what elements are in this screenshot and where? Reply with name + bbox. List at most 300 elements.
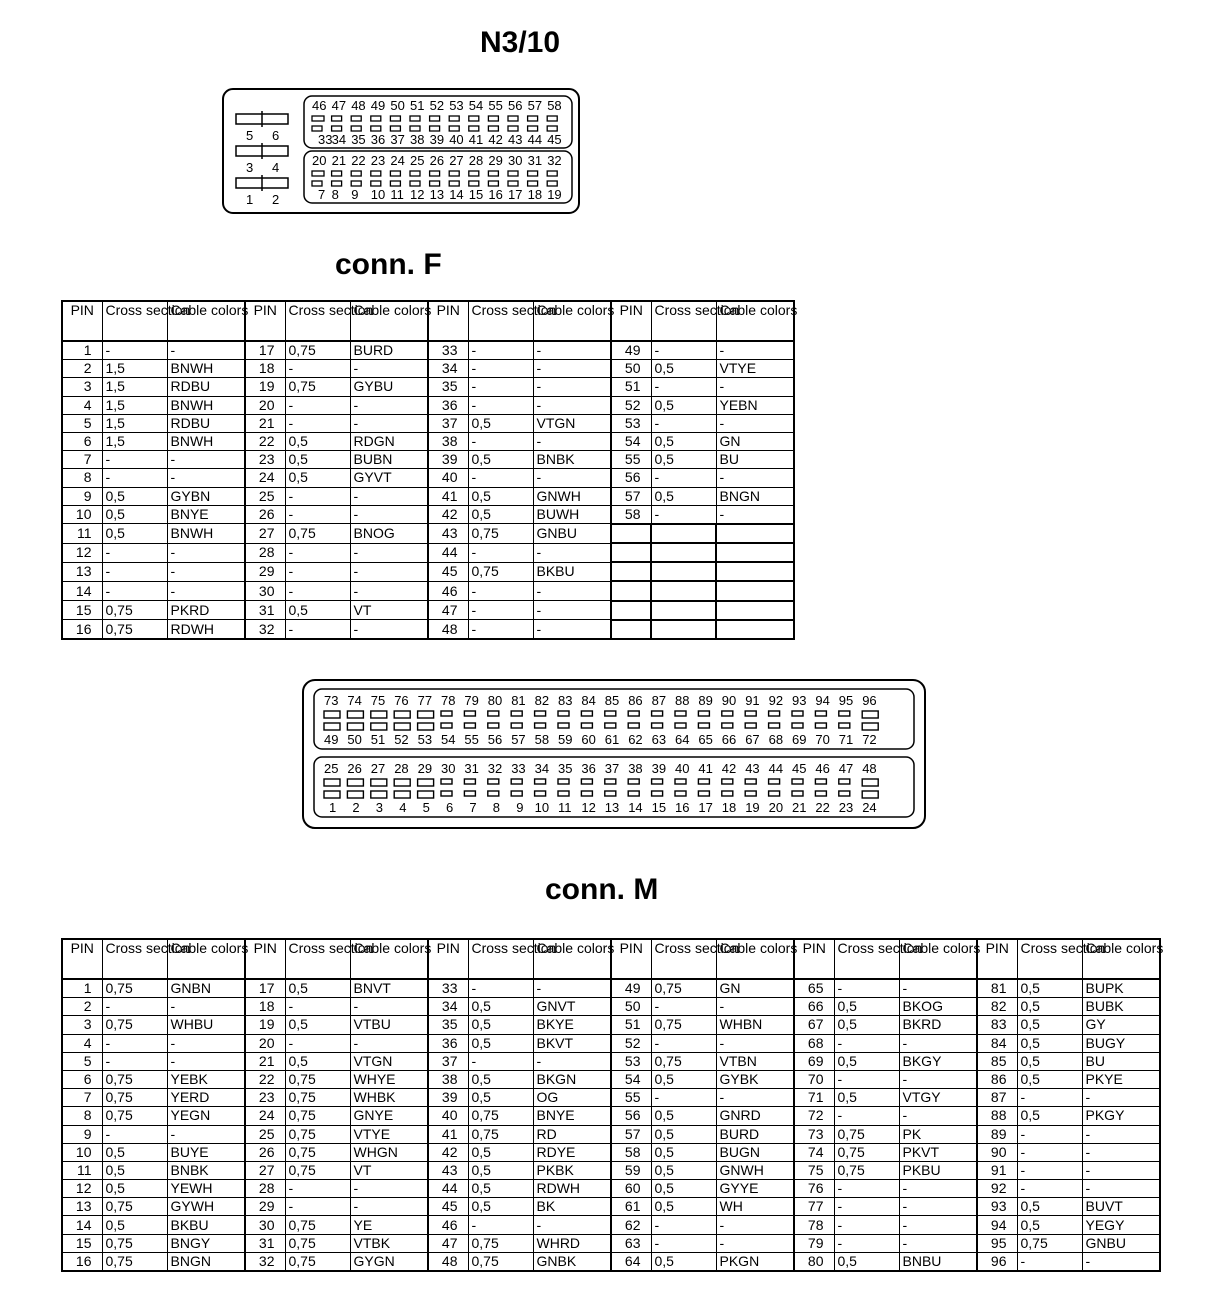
connector-f-table [61, 300, 798, 640]
cross-section: 1,5 [102, 396, 167, 414]
pin-cavity [511, 779, 522, 784]
pin-label: 82 [534, 693, 550, 708]
pin-number: 28 [245, 1180, 285, 1198]
cable-color: - [350, 1180, 428, 1198]
pin-number: 57 [611, 487, 651, 505]
pin-number: 11 [62, 1161, 102, 1179]
pin-number: 85 [977, 1052, 1017, 1070]
cable-color: VTBU [350, 1016, 428, 1034]
pin-cavity [815, 791, 826, 796]
pin-cavity [418, 711, 434, 718]
cross-section: 0,5 [651, 1180, 716, 1198]
pin-label: 2 [352, 800, 360, 815]
cross-section: 0,5 [468, 414, 533, 432]
pin-number: 21 [245, 1052, 285, 1070]
pin-label: 11 [390, 187, 404, 202]
pin-number: 34 [428, 360, 468, 378]
cross-section: - [468, 396, 533, 414]
pin-cavity [488, 779, 499, 784]
header-pin: PIN [62, 939, 102, 979]
cable-color: BNBU [899, 1252, 977, 1271]
pin-label: 59 [558, 732, 573, 747]
pin-cavity [792, 779, 803, 784]
cross-section: 0,75 [834, 1125, 899, 1143]
cable-color: GNRD [716, 1107, 794, 1125]
pin-cavity [410, 126, 420, 131]
cross-section: - [285, 1198, 350, 1216]
cross-section: 0,75 [285, 1161, 350, 1179]
pin-number: 41 [428, 487, 468, 505]
pin-number: 15 [62, 601, 102, 620]
table-header-row [62, 301, 794, 341]
pin-label: 58 [534, 732, 550, 747]
pin-cavity [390, 181, 400, 186]
table-row [62, 1070, 1160, 1088]
page-title: N3/10 [480, 26, 561, 59]
pin-cavity [547, 181, 557, 186]
pin-label: 21 [331, 153, 347, 168]
cable-color: RDWH [533, 1180, 611, 1198]
pin-label: 54 [468, 98, 484, 113]
pin-number: 54 [611, 1070, 651, 1088]
pin-cavity [722, 779, 733, 784]
cable-color: GNBU [1082, 1234, 1160, 1252]
cable-color: - [533, 396, 611, 414]
empty-cell [651, 601, 716, 620]
cable-color: YERD [167, 1089, 245, 1107]
pin-cavity [862, 723, 878, 730]
pin-cavity [535, 711, 546, 716]
pin-cavity [558, 779, 569, 784]
pin-number: 31 [245, 601, 285, 620]
pin-number: 82 [977, 998, 1017, 1016]
cross-section: 0,75 [102, 1070, 167, 1088]
cross-section: - [834, 979, 899, 998]
pin-cavity [488, 116, 498, 121]
pin-cavity [722, 711, 733, 716]
pin-number: 32 [245, 1252, 285, 1271]
pin-cavity [449, 181, 459, 186]
pin-number: 36 [428, 396, 468, 414]
cross-section: - [285, 414, 350, 432]
pin-label: 57 [511, 732, 526, 747]
header-cross: Cross section [468, 301, 533, 341]
table-row [62, 360, 794, 378]
pin-number: 10 [62, 1143, 102, 1161]
cable-color: VTYE [716, 360, 794, 378]
pin-cavity [394, 711, 410, 718]
pin-cavity [394, 723, 410, 730]
pin-number: 77 [794, 1198, 834, 1216]
cross-section: 0,5 [468, 1016, 533, 1034]
pin-label: 12 [581, 800, 596, 815]
pin-cavity [390, 126, 400, 131]
cross-section: - [651, 1216, 716, 1234]
cable-color: YEGN [167, 1107, 245, 1125]
pin-cavity [792, 723, 803, 728]
cable-color: WH [716, 1198, 794, 1216]
empty-cell [611, 620, 651, 639]
pin-label: 42 [721, 761, 737, 776]
cable-color: - [533, 1216, 611, 1234]
pin-cavity [792, 791, 803, 796]
cross-section: - [285, 998, 350, 1016]
pin-number: 32 [245, 620, 285, 639]
cross-section: 0,5 [1017, 1052, 1082, 1070]
cable-color: - [716, 1089, 794, 1107]
cable-color: GY [1082, 1016, 1160, 1034]
pin-label: 56 [508, 98, 523, 113]
empty-cell [716, 562, 794, 581]
cable-color: PKVT [899, 1143, 977, 1161]
pin-label: 19 [745, 800, 760, 815]
pin-cavity [558, 711, 569, 716]
empty-cell [611, 562, 651, 581]
pin-cavity [351, 126, 361, 131]
cable-color: BNWH [167, 524, 245, 543]
pin-cavity [332, 181, 342, 186]
table-row [62, 601, 794, 620]
cable-color: PKGN [716, 1252, 794, 1271]
pin-number: 81 [977, 979, 1017, 998]
pin-cavity [469, 171, 479, 176]
cable-color: RD [533, 1125, 611, 1143]
cable-color: GYBN [167, 487, 245, 505]
cross-section: - [468, 378, 533, 396]
pin-cavity [394, 779, 410, 786]
pin-number: 23 [245, 1089, 285, 1107]
pin-label: 46 [815, 761, 830, 776]
cable-color: BKYE [533, 1016, 611, 1034]
cable-color: VTGN [350, 1052, 428, 1070]
pin-label: 10 [534, 800, 550, 815]
pin-label: 75 [370, 693, 386, 708]
cable-color: - [899, 1180, 977, 1198]
pin-label: 18 [527, 187, 543, 202]
pin-label: 52 [429, 98, 445, 113]
pin-label: 26 [347, 761, 362, 776]
pin-label: 18 [721, 800, 737, 815]
pin-label: 7 [318, 187, 326, 202]
cross-section: 0,75 [285, 341, 350, 360]
cross-section: - [285, 360, 350, 378]
pin-number: 40 [428, 469, 468, 487]
cross-section: 0,5 [468, 1143, 533, 1161]
pin-label: 85 [604, 693, 620, 708]
pin-number: 94 [977, 1216, 1017, 1234]
pin-cavity [547, 171, 557, 176]
cable-color: - [350, 1034, 428, 1052]
pin-cavity [535, 723, 546, 728]
cross-section: 0,5 [468, 451, 533, 469]
pin-cavity [347, 723, 363, 730]
header-color: Cable colors [167, 939, 245, 979]
cable-color: - [533, 469, 611, 487]
pin-label: 39 [429, 132, 445, 147]
pin-label: 43 [508, 132, 523, 147]
cable-color: GNWH [716, 1161, 794, 1179]
pin-label: 30 [441, 761, 456, 776]
cable-color: BU [1082, 1052, 1160, 1070]
pin-number: 43 [428, 524, 468, 543]
cross-section: - [102, 581, 167, 600]
table-row [62, 1198, 1160, 1216]
cable-color: - [1082, 1143, 1160, 1161]
pin-cavity [418, 723, 434, 730]
pin-label: 22 [351, 153, 366, 168]
pin-number: 19 [245, 1016, 285, 1034]
pin-cavity [488, 711, 499, 716]
table-row [62, 1052, 1160, 1070]
pin-label: 8 [331, 187, 339, 202]
cable-color: PKYE [1082, 1070, 1160, 1088]
pin-cavity [371, 723, 387, 730]
cable-color: - [350, 581, 428, 600]
pin-number: 70 [794, 1070, 834, 1088]
pin-cavity [628, 779, 639, 784]
cable-color: RDBU [167, 414, 245, 432]
pin-label: 80 [487, 693, 503, 708]
pin-number: 46 [428, 1216, 468, 1234]
cross-section: 0,75 [651, 1016, 716, 1034]
pin-number: 6 [62, 1070, 102, 1088]
cross-section: - [834, 1216, 899, 1234]
pin-number: 44 [428, 1180, 468, 1198]
pin-number: 56 [611, 1107, 651, 1125]
cable-color: GYGN [350, 1252, 428, 1271]
pin-number: 1 [62, 979, 102, 998]
cross-section: - [1017, 1125, 1082, 1143]
pin-label: 47 [331, 98, 347, 113]
empty-cell [651, 620, 716, 639]
pin-label: 90 [721, 693, 737, 708]
pin-number: 61 [611, 1198, 651, 1216]
pin-cavity [371, 711, 387, 718]
pin-label: 64 [675, 732, 690, 747]
pin-label: 94 [815, 693, 830, 708]
pin-cavity [351, 181, 361, 186]
cable-color: BUWH [533, 505, 611, 524]
pin-number: 35 [428, 378, 468, 396]
pin-cavity [488, 723, 499, 728]
pin-cavity [535, 791, 546, 796]
header-color: Cable colors [899, 939, 977, 979]
pin-number: 15 [62, 1234, 102, 1252]
cable-color: BNVT [350, 979, 428, 998]
pin-cavity [430, 126, 440, 131]
cable-color: - [533, 979, 611, 998]
pin-cavity [508, 116, 518, 121]
pin-number: 22 [245, 1070, 285, 1088]
pin-label: 91 [745, 693, 760, 708]
cross-section: - [285, 505, 350, 524]
cross-section: - [651, 1034, 716, 1052]
pin-cavity [511, 723, 522, 728]
pin-number: 71 [794, 1089, 834, 1107]
pin-label: 13 [429, 187, 445, 202]
cross-section: 0,5 [468, 1161, 533, 1179]
cable-color: BNOG [350, 524, 428, 543]
pin-cavity [449, 171, 459, 176]
pin-label: 37 [390, 132, 405, 147]
cable-color: - [167, 998, 245, 1016]
pin-number: 48 [428, 620, 468, 639]
cable-color: - [350, 998, 428, 1016]
pin-label: 54 [441, 732, 456, 747]
cable-color: - [167, 341, 245, 360]
cross-section: - [1017, 1143, 1082, 1161]
pin-label: 77 [417, 693, 433, 708]
cross-section: 0,75 [468, 524, 533, 543]
cross-section: - [102, 1052, 167, 1070]
pin-label: 40 [449, 132, 464, 147]
cross-section: 0,75 [468, 1252, 533, 1271]
cross-section: - [285, 1180, 350, 1198]
cable-color: - [899, 1034, 977, 1052]
pin-cavity [628, 711, 639, 716]
cable-color: - [716, 414, 794, 432]
empty-cell [611, 524, 651, 543]
cross-section: 0,5 [1017, 1198, 1082, 1216]
empty-cell [651, 562, 716, 581]
table-row [62, 581, 794, 600]
pin-number: 95 [977, 1234, 1017, 1252]
pin-number: 9 [62, 1125, 102, 1143]
cross-section: 0,5 [468, 1180, 533, 1198]
cross-section: - [468, 543, 533, 562]
pin-label: 73 [324, 693, 339, 708]
pin-cavity [558, 723, 569, 728]
pin-cavity [410, 181, 420, 186]
pin-label: 66 [721, 732, 737, 747]
pin-cavity [332, 171, 342, 176]
cable-color: - [533, 432, 611, 450]
pin-number: 3 [62, 378, 102, 396]
cross-section: 0,5 [285, 469, 350, 487]
cross-section: 0,5 [1017, 979, 1082, 998]
pin-cavity [418, 791, 434, 798]
header-cross: Cross section [285, 301, 350, 341]
cable-color: YEBN [716, 396, 794, 414]
cross-section: - [834, 1234, 899, 1252]
pin-cavity [324, 779, 340, 786]
cross-section: 0,75 [285, 524, 350, 543]
pin-label: 71 [838, 732, 854, 747]
pin-number: 42 [428, 505, 468, 524]
cable-color: BNBK [167, 1161, 245, 1179]
pin-number: 14 [62, 1216, 102, 1234]
pin-cavity [839, 723, 850, 728]
cable-color: GNYE [350, 1107, 428, 1125]
cross-section: 0,75 [285, 1089, 350, 1107]
empty-cell [716, 581, 794, 600]
pin-number: 76 [794, 1180, 834, 1198]
pin-cavity [745, 711, 756, 716]
pin-label: 49 [324, 732, 339, 747]
table-row [62, 543, 794, 562]
cable-color: BNGN [167, 1252, 245, 1271]
pin-cavity [312, 126, 322, 131]
header-color: Cable colors [167, 301, 245, 341]
cable-color: BUPK [1082, 979, 1160, 998]
pin-number: 51 [611, 378, 651, 396]
pin-number: 4 [62, 396, 102, 414]
pin-number: 51 [611, 1016, 651, 1034]
cable-color: YE [350, 1216, 428, 1234]
pin-number: 65 [794, 979, 834, 998]
cable-color: BNWH [167, 432, 245, 450]
cable-color: BUVT [1082, 1198, 1160, 1216]
pin-cavity [581, 779, 592, 784]
pin-label: 22 [815, 800, 830, 815]
header-pin: PIN [611, 939, 651, 979]
cable-color: GNBN [167, 979, 245, 998]
table-row [62, 378, 794, 396]
table-row [62, 414, 794, 432]
cross-section: 0,5 [651, 432, 716, 450]
pin-label: 93 [792, 693, 807, 708]
header-pin: PIN [245, 939, 285, 979]
cross-section: 1,5 [102, 378, 167, 396]
cross-section: 0,5 [468, 505, 533, 524]
pin-label: 30 [508, 153, 523, 168]
cross-section: 0,75 [102, 1089, 167, 1107]
cable-color: - [899, 1070, 977, 1088]
cross-section: - [102, 469, 167, 487]
pin-cavity [839, 711, 850, 716]
pin-number: 29 [245, 1198, 285, 1216]
pin-label: 65 [698, 732, 713, 747]
cross-section: 0,5 [834, 1089, 899, 1107]
pin-cavity [675, 711, 686, 716]
table-row [62, 562, 794, 581]
pin-label: 15 [468, 187, 484, 202]
cable-color: BNGY [167, 1234, 245, 1252]
cable-color: PKRD [167, 601, 245, 620]
cable-color: VTBK [350, 1234, 428, 1252]
pin-label: 38 [628, 761, 643, 776]
table-row [62, 1216, 1160, 1234]
pin-label: 69 [792, 732, 807, 747]
pin-number: 30 [245, 581, 285, 600]
cable-color: WHYE [350, 1070, 428, 1088]
cross-section: 0,5 [651, 1198, 716, 1216]
pin-cavity [332, 126, 342, 131]
pin-cavity [464, 723, 475, 728]
table-row [62, 979, 1160, 998]
connector-f-title: conn. F [335, 248, 442, 281]
pin-number: 38 [428, 432, 468, 450]
cross-section: 0,5 [834, 1252, 899, 1271]
pin-label: 14 [449, 187, 464, 202]
pin-number: 18 [245, 998, 285, 1016]
pin-number: 52 [611, 396, 651, 414]
pin-number: 31 [245, 1234, 285, 1252]
cable-color: PK [899, 1125, 977, 1143]
empty-cell [651, 524, 716, 543]
pin-label: 24 [390, 153, 405, 168]
table-row [62, 1107, 1160, 1125]
cross-section: 0,75 [102, 1252, 167, 1271]
pin-number: 30 [245, 1216, 285, 1234]
table-row [62, 998, 1160, 1016]
pin-number: 64 [611, 1252, 651, 1271]
pin-number: 1 [62, 341, 102, 360]
cable-color: - [167, 581, 245, 600]
pin-label: 89 [698, 693, 713, 708]
pin-number: 50 [611, 360, 651, 378]
pin-number: 38 [428, 1070, 468, 1088]
